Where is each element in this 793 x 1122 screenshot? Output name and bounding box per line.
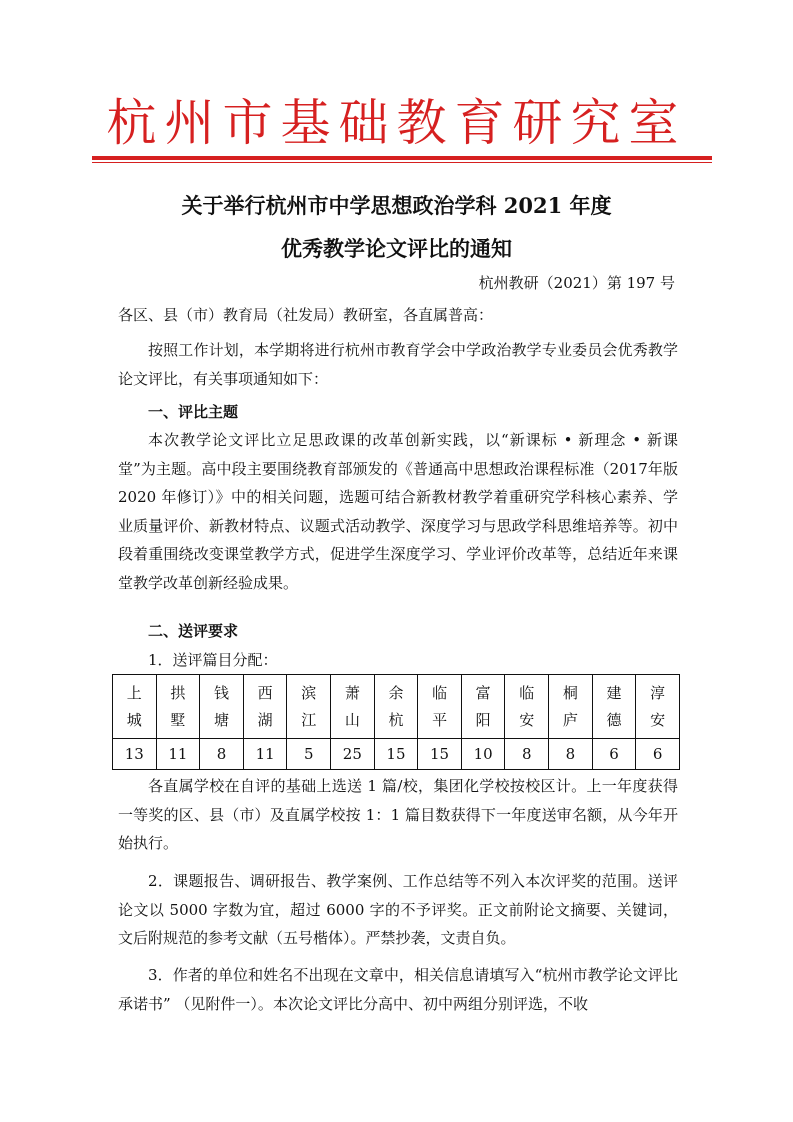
intro-paragraph: 按照工作计划，本学期将进行杭州市教育学会中学政治教学专业委员会优秀教学论文评比，有关事项通知如下： bbox=[118, 341, 678, 388]
org-letterhead: 杭州市基础教育研究室 bbox=[106, 94, 687, 152]
count-cell: 6 bbox=[592, 739, 636, 770]
district-cell: 萧山 bbox=[331, 675, 375, 739]
count-cell: 25 bbox=[331, 739, 375, 770]
section1-body: 本次教学论文评比立足思政课的改革创新实践，以“新课标 • 新理念 • 新课堂”为主题。高中段主要围绕教育部颁发的《普通高中思想政治课程标准（2017年版 2020 年修订）》中的相关问题，选题可结合新教材教学着重研究学科核心素养、学业质量评价、新教材特点、议题式活动教学、深度学习与思政学科思维培养等。初中段着重围绕改变课堂教学方式，促进学生深度学习、学业评价改革等，总结近年来课堂教学改革创新经验成果。 bbox=[118, 431, 678, 592]
after-table-paragraph: 各直属学校在自评的基础上选送 1 篇/校，集团化学校按校区计。上一年度获得一等奖的区、县（市）及直属学校按 1：1 篇目数获得下一年度送审名额，从今年开始执行。 bbox=[118, 777, 678, 852]
quota-count-row bbox=[113, 739, 680, 770]
count-cell: 15 bbox=[374, 739, 418, 770]
district-cell: 富阳 bbox=[461, 675, 505, 739]
document-number: 杭州教研（2021）第 197 号 bbox=[478, 274, 675, 292]
notice-title-line2: 优秀教学论文评比的通知 bbox=[281, 236, 512, 261]
count-cell: 6 bbox=[636, 739, 680, 770]
quota-table bbox=[112, 674, 680, 770]
quota-district-row bbox=[113, 675, 680, 739]
count-cell: 8 bbox=[549, 739, 593, 770]
count-cell: 8 bbox=[200, 739, 244, 770]
count-cell: 15 bbox=[418, 739, 462, 770]
count-cell: 11 bbox=[243, 739, 287, 770]
letterhead-rule-thick bbox=[92, 156, 712, 160]
requirement-item3: 3．作者的单位和姓名不出现在文章中，相关信息请填写入“杭州市教学论文评比承诺书” （见附件一）。本次论文评比分高中、初中两组分别评选，不收 bbox=[118, 966, 678, 1013]
district-cell: 临安 bbox=[505, 675, 549, 739]
count-cell: 10 bbox=[461, 739, 505, 770]
count-cell: 13 bbox=[113, 739, 157, 770]
district-cell: 钱塘 bbox=[200, 675, 244, 739]
district-cell: 滨江 bbox=[287, 675, 331, 739]
district-cell: 临平 bbox=[418, 675, 462, 739]
count-cell: 8 bbox=[505, 739, 549, 770]
district-cell: 上城 bbox=[113, 675, 157, 739]
section1-heading: 一、评比主题 bbox=[148, 403, 239, 421]
district-cell: 拱墅 bbox=[156, 675, 200, 739]
letterhead-rule-thin bbox=[92, 162, 712, 163]
section2-heading: 二、送评要求 bbox=[148, 622, 239, 640]
district-cell: 余杭 bbox=[374, 675, 418, 739]
addressee: 各区、县（市）教育局（社发局）教研室，各直属普高： bbox=[118, 306, 494, 324]
district-cell: 西湖 bbox=[243, 675, 287, 739]
count-cell: 11 bbox=[156, 739, 200, 770]
notice-title-line1: 关于举行杭州市中学思想政治学科 2021 年度 bbox=[181, 193, 612, 218]
requirement-item2: 2．课题报告、调研报告、教学案例、工作总结等不列入本次评奖的范围。送评论文以 5000 字数为宜，超过 6000 字的不予评奖。正文前附论文摘要、关键词，文后附规范的参考文献（五号楷体）。严禁抄袭，文责自负。 bbox=[118, 872, 678, 947]
district-cell: 建德 bbox=[592, 675, 636, 739]
quota-label: 1．送评篇目分配： bbox=[148, 651, 278, 669]
count-cell: 5 bbox=[287, 739, 331, 770]
district-cell: 桐庐 bbox=[549, 675, 593, 739]
district-cell: 淳安 bbox=[636, 675, 680, 739]
